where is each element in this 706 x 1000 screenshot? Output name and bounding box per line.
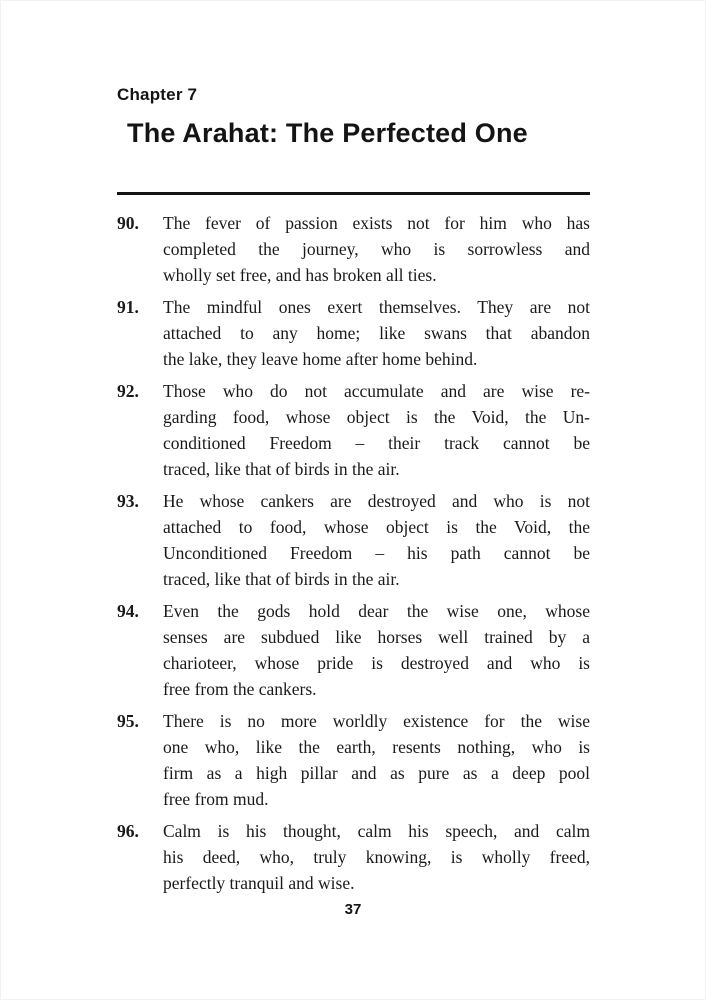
page-number: 37 — [344, 901, 362, 918]
verse-lines — [163, 210, 590, 288]
verse-line: Even the gods hold dear the wise one, whose — [163, 601, 590, 621]
verse — [117, 818, 590, 896]
verse-line: senses are subdued like horses well trained by a — [163, 627, 590, 647]
verse-lines — [163, 488, 590, 592]
verse-line: free from mud. — [163, 789, 269, 809]
verse-number: 96. — [117, 821, 139, 841]
verse-line: The fever of passion exists not for him who has — [163, 213, 590, 233]
verse-line: the lake, they leave home after home behind. — [163, 349, 478, 369]
verse-line: completed the journey, who is sorrowless and — [163, 239, 590, 259]
verse-line: one who, like the earth, resents nothing, who is — [163, 737, 590, 757]
verse-lines — [163, 818, 590, 896]
verse-line: Calm is his thought, calm his speech, and calm — [163, 821, 590, 841]
verse-line: firm as a high pillar and as pure as a deep pool — [163, 763, 590, 783]
verse — [117, 488, 590, 592]
verse-line: attached to food, whose object is the Void, the — [163, 517, 590, 537]
verse-list — [117, 210, 590, 902]
title-rule — [117, 192, 590, 195]
verse-line: wholly set free, and has broken all ties. — [163, 265, 437, 285]
verse-number: 95. — [117, 711, 139, 731]
verse-line: attached to any home; like swans that abandon — [163, 323, 590, 343]
verse — [117, 708, 590, 812]
verse-lines — [163, 598, 590, 702]
verse-line: There is no more worldly existence for the wise — [163, 711, 590, 731]
verse-number: 94. — [117, 601, 139, 621]
verse-line: garding food, whose object is the Void, the Un- — [163, 407, 590, 427]
verse-number: 91. — [117, 297, 139, 317]
verse-line: The mindful ones exert themselves. They are not — [163, 297, 590, 317]
verse — [117, 210, 590, 288]
verse-line: conditioned Freedom – their track cannot be — [163, 433, 590, 453]
verse-number: 90. — [117, 213, 139, 233]
verse — [117, 378, 590, 482]
verse-line: charioteer, whose pride is destroyed and who is — [163, 653, 590, 673]
verse-line: his deed, who, truly knowing, is wholly freed, — [163, 847, 590, 867]
verse-line: perfectly tranquil and wise. — [163, 873, 355, 893]
verse-lines — [163, 294, 590, 372]
chapter-title: The Arahat: The Perfected One — [127, 118, 528, 148]
verse — [117, 598, 590, 702]
verse-line: free from the cankers. — [163, 679, 317, 699]
verse-line: Unconditioned Freedom – his path cannot be — [163, 543, 590, 563]
chapter-label: Chapter 7 — [117, 85, 198, 104]
verse-line: traced, like that of birds in the air. — [163, 459, 400, 479]
verse — [117, 294, 590, 372]
verse-number: 92. — [117, 381, 139, 401]
verse-number: 93. — [117, 491, 139, 511]
verse-lines — [163, 378, 590, 482]
verse-line: Those who do not accumulate and are wise re- — [163, 381, 590, 401]
verse-lines — [163, 708, 590, 812]
verse-line: traced, like that of birds in the air. — [163, 569, 400, 589]
verse-line: He whose cankers are destroyed and who is not — [163, 491, 590, 511]
